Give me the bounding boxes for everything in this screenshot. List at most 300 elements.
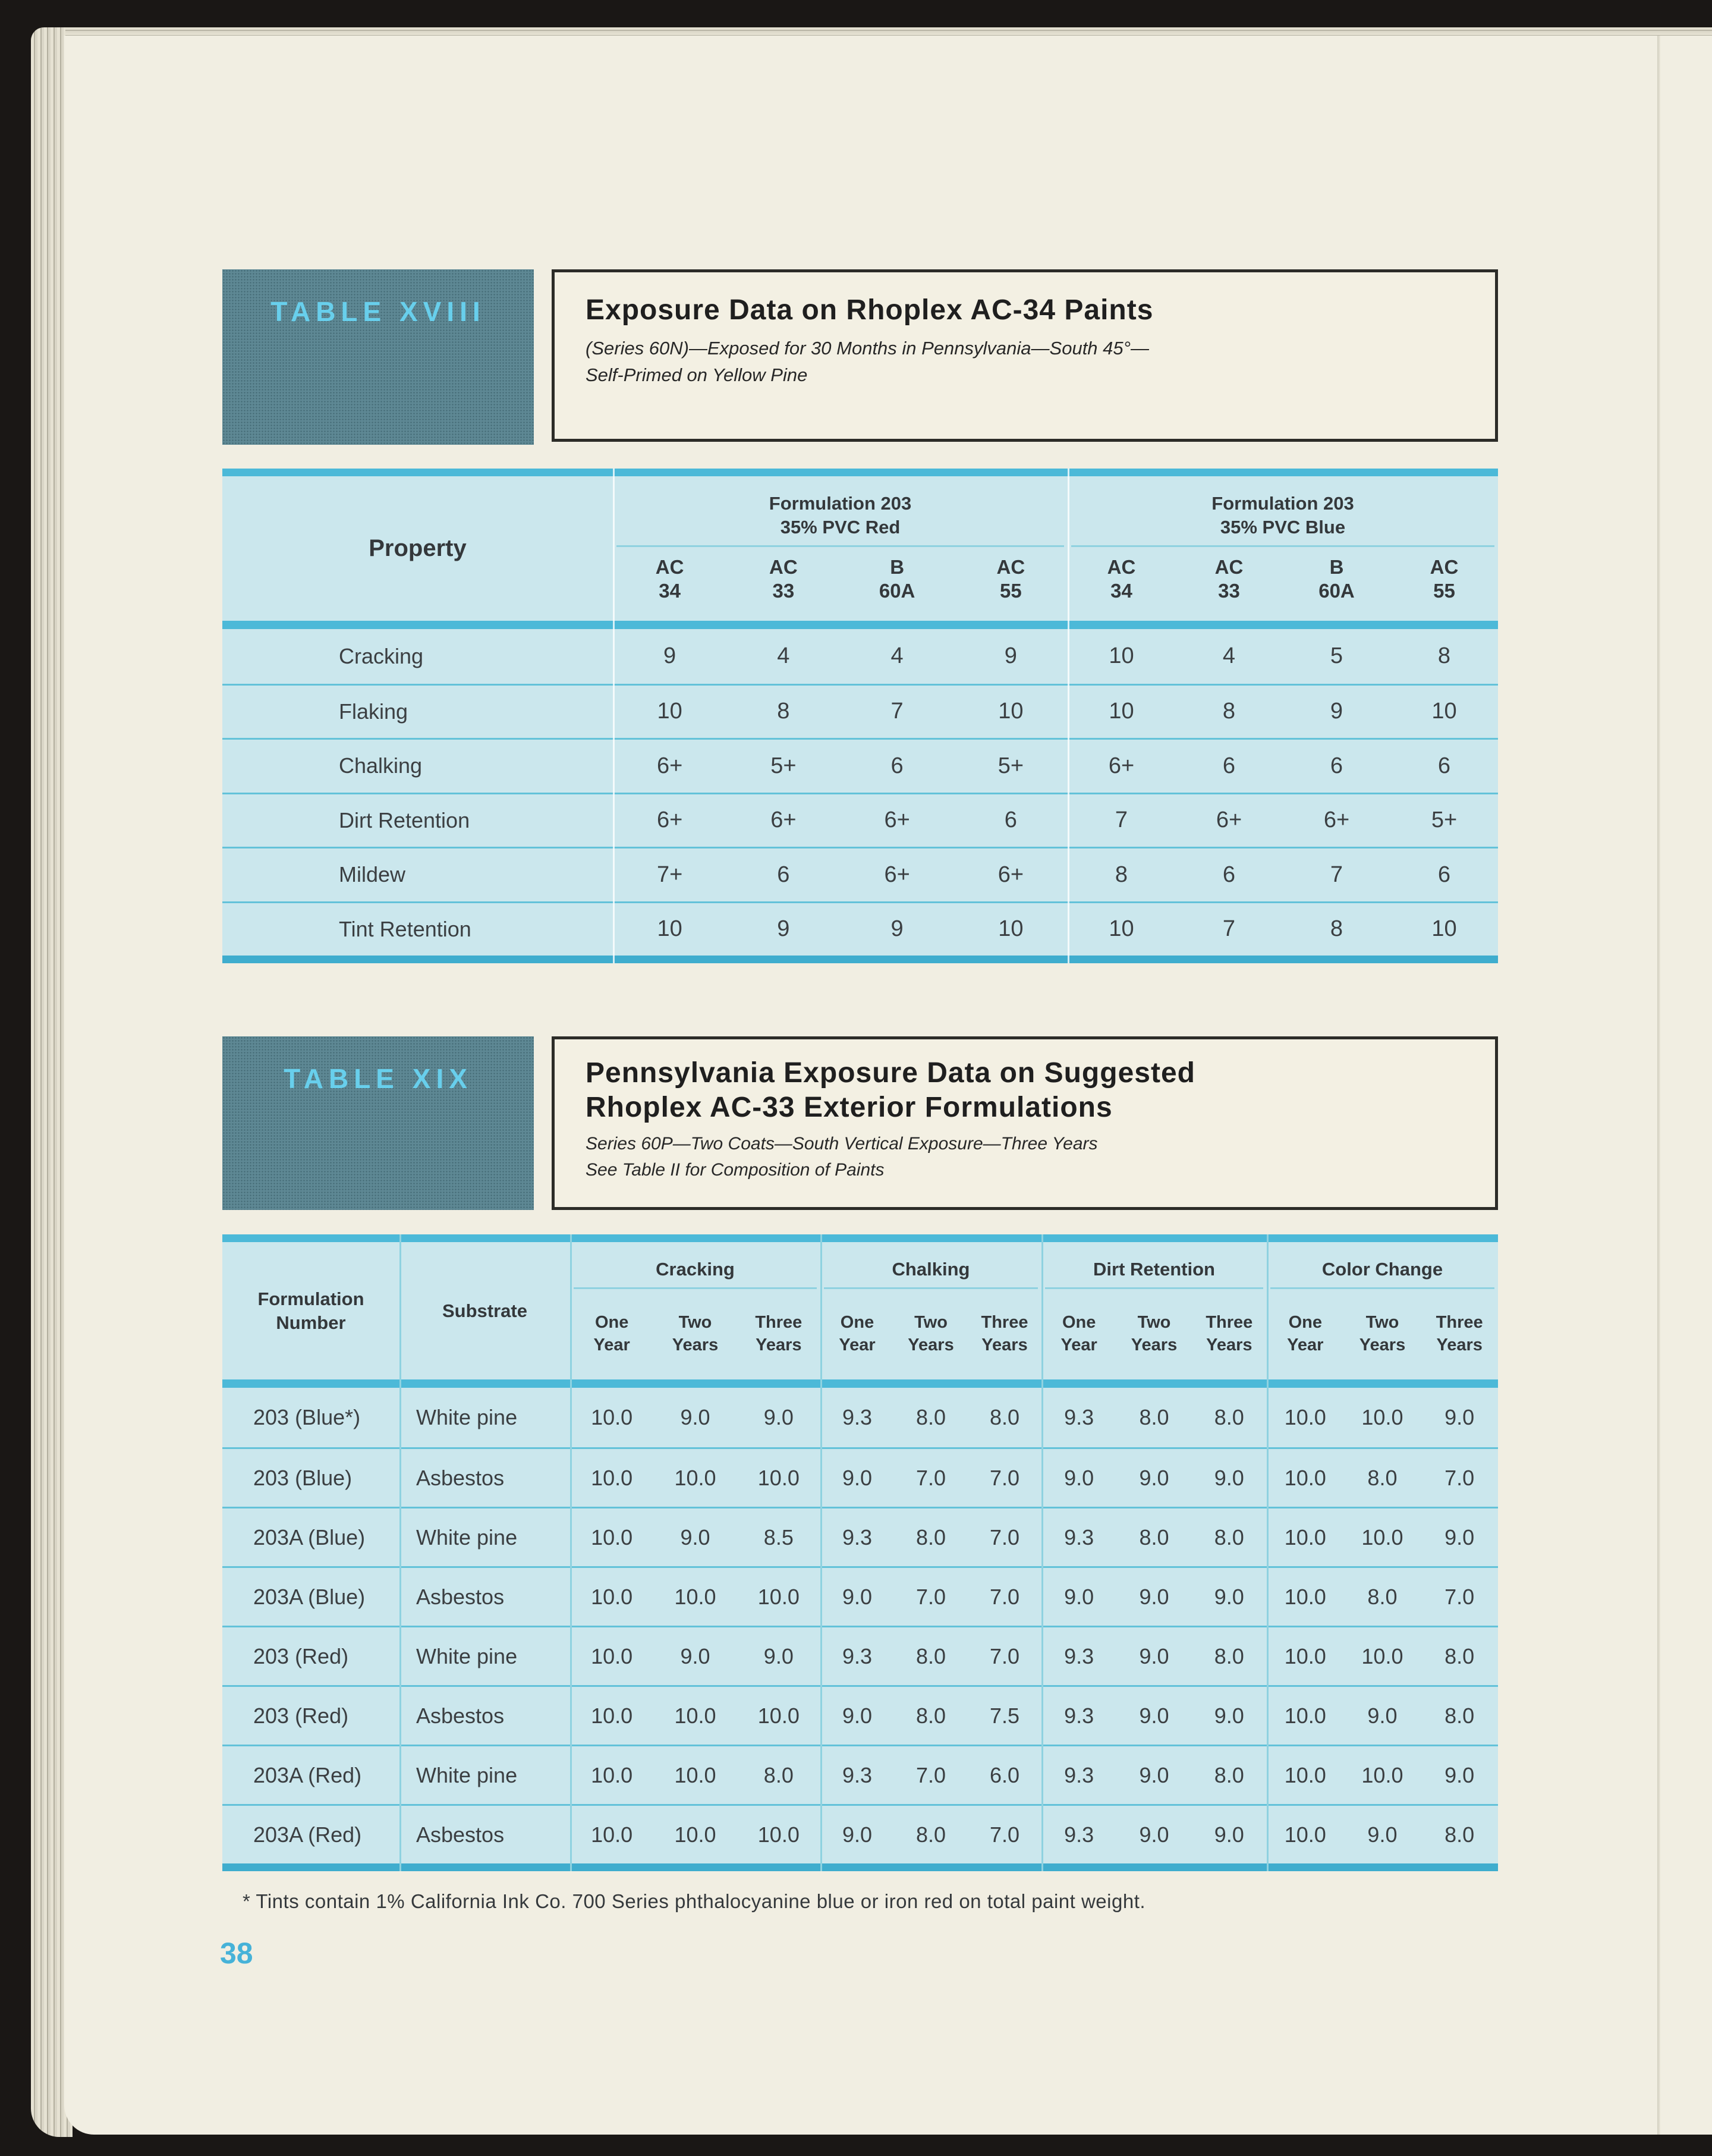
table-cell: 8.0 bbox=[915, 1822, 946, 1847]
group-title: Cracking bbox=[574, 1259, 817, 1289]
table-cell: 10.0 bbox=[1361, 1525, 1403, 1550]
column-separator bbox=[1068, 469, 1069, 963]
table-row bbox=[222, 738, 1498, 793]
table-cell: 10.0 bbox=[757, 1465, 800, 1490]
column-header-line1: Three bbox=[1436, 1313, 1483, 1332]
year-headers bbox=[570, 1289, 820, 1356]
year-headers bbox=[820, 1289, 1041, 1356]
table-cell: 9.3 bbox=[1064, 1643, 1094, 1668]
column-header bbox=[1421, 1311, 1498, 1356]
table-cell: 9.0 bbox=[1214, 1822, 1244, 1847]
table-cell: 9.3 bbox=[1064, 1822, 1094, 1847]
column-header bbox=[653, 1311, 737, 1356]
column-header-line1: AC bbox=[996, 556, 1025, 578]
table-xviii-title-box bbox=[552, 269, 1498, 442]
table-cell: 10.0 bbox=[674, 1465, 716, 1490]
table-divider-band bbox=[222, 1379, 1498, 1388]
column-header bbox=[613, 555, 726, 603]
row-label: Chalking bbox=[339, 753, 423, 778]
formulation-cell: 203 (Blue*) bbox=[253, 1405, 361, 1429]
table-cell: 8.0 bbox=[1139, 1525, 1169, 1550]
table-cell: 9.0 bbox=[1444, 1762, 1475, 1787]
column-header-line1: B bbox=[1329, 556, 1344, 578]
table-xix-title-line1: Pennsylvania Exposure Data on Suggested bbox=[586, 1057, 1195, 1089]
column-header bbox=[1175, 555, 1283, 603]
table-cell: 10.0 bbox=[591, 1465, 633, 1490]
table-row bbox=[222, 1626, 1498, 1685]
table-cell: 9 bbox=[890, 916, 904, 942]
column-header-line2: Years bbox=[908, 1335, 954, 1354]
year-headers bbox=[1041, 1289, 1267, 1356]
table-body bbox=[222, 629, 1498, 956]
column-header-line2: Years bbox=[672, 1335, 719, 1354]
table-xix-title bbox=[586, 1056, 1495, 1125]
table-cell: 10.0 bbox=[757, 1584, 800, 1609]
table-cell: 9.0 bbox=[1139, 1822, 1169, 1847]
table-cell: 9.0 bbox=[680, 1405, 710, 1429]
formulation-header-line2: Number bbox=[276, 1312, 346, 1333]
table-cell: 7.0 bbox=[989, 1584, 1019, 1609]
table-cell: 10.0 bbox=[591, 1703, 633, 1728]
table-top-band bbox=[222, 469, 1498, 476]
page-number: 38 bbox=[220, 1937, 253, 1970]
column-header-line2: Years bbox=[981, 1335, 1028, 1354]
formulation-cell: 203A (Blue) bbox=[253, 1525, 366, 1550]
table-cell: 9.0 bbox=[842, 1465, 872, 1490]
table-cell: 9.3 bbox=[842, 1643, 872, 1668]
substrate-cell: White pine bbox=[416, 1405, 518, 1429]
table-cell: 10.0 bbox=[1284, 1405, 1326, 1429]
column-header-line1: Two bbox=[1137, 1313, 1171, 1332]
table-cell: 9 bbox=[777, 916, 790, 942]
column-header-line1: B bbox=[890, 556, 905, 578]
table-cell: 10 bbox=[1109, 643, 1134, 669]
table-cell: 8 bbox=[1437, 643, 1451, 669]
table-cell: 6+ bbox=[656, 807, 683, 833]
table-xviii-subtitle-line1: (Series 60N)—Exposed for 30 Months in Pennsylvania—South 45°— bbox=[586, 338, 1150, 359]
table-cell: 9.0 bbox=[1139, 1643, 1169, 1668]
table-row bbox=[222, 1685, 1498, 1745]
column-header-line1: Three bbox=[1206, 1313, 1253, 1332]
table-cell: 10.0 bbox=[757, 1703, 800, 1728]
table-cell: 8 bbox=[1330, 916, 1343, 942]
table-xviii-subtitle bbox=[586, 335, 1495, 388]
table-xix-tag-label: TABLE XIX bbox=[284, 1063, 473, 1094]
table-cell: 10.0 bbox=[591, 1584, 633, 1609]
table-cell: 7 bbox=[890, 699, 904, 724]
table-xviii-tag-block bbox=[222, 269, 534, 445]
table-cell: 6+ bbox=[770, 807, 797, 833]
year-headers bbox=[1267, 1289, 1498, 1356]
table-cell: 9.0 bbox=[842, 1584, 872, 1609]
table-cell: 10.0 bbox=[1284, 1703, 1326, 1728]
table-cell: 10.0 bbox=[591, 1525, 633, 1550]
column-header-line2: 34 bbox=[1110, 580, 1132, 602]
column-header-line2: Years bbox=[1359, 1335, 1406, 1354]
table-cell: 10 bbox=[657, 916, 682, 942]
table-cell: 7.0 bbox=[1444, 1584, 1475, 1609]
table-cell: 10.0 bbox=[674, 1584, 716, 1609]
table-cell: 9.0 bbox=[1367, 1822, 1398, 1847]
table-cell: 8.0 bbox=[989, 1405, 1019, 1429]
table-cell: 7.0 bbox=[915, 1465, 946, 1490]
table-cell: 6 bbox=[1330, 753, 1343, 778]
column-separator bbox=[1041, 1234, 1043, 1871]
table-cell: 7 bbox=[1115, 807, 1128, 833]
table-cell: 7+ bbox=[656, 862, 683, 887]
table-cell: 10 bbox=[1109, 916, 1134, 942]
table-body bbox=[222, 1388, 1498, 1863]
table-cell: 10.0 bbox=[757, 1822, 800, 1847]
table-cell: 9 bbox=[663, 643, 676, 669]
table-cell: 8.0 bbox=[1214, 1525, 1244, 1550]
table-cell: 10.0 bbox=[674, 1822, 716, 1847]
table-cell: 10.0 bbox=[1361, 1405, 1403, 1429]
table-cell: 8.0 bbox=[915, 1643, 946, 1668]
row-label: Mildew bbox=[339, 862, 406, 887]
table-cell: 6 bbox=[777, 862, 790, 887]
formulation-cell: 203A (Red) bbox=[253, 1762, 362, 1787]
exposure-data-table bbox=[222, 469, 1498, 963]
column-header-line1: One bbox=[594, 1313, 629, 1332]
column-header bbox=[726, 555, 840, 603]
table-cell: 6 bbox=[890, 753, 904, 778]
table-row bbox=[222, 793, 1498, 847]
table-cell: 9.0 bbox=[1214, 1703, 1244, 1728]
column-header-line2: Years bbox=[756, 1335, 802, 1354]
table-cell: 7.0 bbox=[989, 1465, 1019, 1490]
column-header-line1: AC bbox=[655, 556, 684, 578]
formulation-number-header bbox=[222, 1242, 399, 1379]
table-cell: 10.0 bbox=[1284, 1465, 1326, 1490]
table-cell: 10 bbox=[657, 699, 682, 724]
table-cell: 10.0 bbox=[1284, 1762, 1326, 1787]
column-header-line2: Year bbox=[593, 1335, 630, 1354]
column-separator bbox=[570, 1234, 572, 1871]
column-header-line2: 33 bbox=[1218, 580, 1240, 602]
table-cell: 8 bbox=[1222, 699, 1236, 724]
tints-footnote: * Tints contain 1% California Ink Co. 700 Series phthalocyanine blue or iron red on total paint weight. bbox=[243, 1890, 1146, 1912]
table-cell: 7 bbox=[1222, 916, 1236, 942]
table-cell: 9.0 bbox=[1214, 1465, 1244, 1490]
substrate-cell: Asbestos bbox=[416, 1703, 505, 1728]
table-row bbox=[222, 684, 1498, 738]
table-cell: 10.0 bbox=[1284, 1525, 1326, 1550]
table-cell: 9.0 bbox=[1139, 1465, 1169, 1490]
table-cell: 9.0 bbox=[842, 1703, 872, 1728]
table-cell: 7 bbox=[1330, 862, 1343, 887]
column-header-line2: 60A bbox=[1318, 580, 1355, 602]
column-separator bbox=[1267, 1234, 1269, 1871]
table-row bbox=[222, 1507, 1498, 1566]
subcolumn-headers bbox=[613, 547, 1068, 603]
table-xviii-tag-label: TABLE XVIII bbox=[270, 296, 486, 327]
formulation-cell: 203A (Blue) bbox=[253, 1584, 366, 1609]
table-header bbox=[222, 476, 1498, 621]
table-xviii-subtitle-line2: Self-Primed on Yellow Pine bbox=[586, 364, 808, 385]
column-header-line1: One bbox=[1062, 1313, 1096, 1332]
table-cell: 6 bbox=[1437, 753, 1451, 778]
column-header-line1: AC bbox=[1214, 556, 1244, 578]
column-group-chalking bbox=[820, 1242, 1041, 1379]
column-header-line2: Year bbox=[1287, 1335, 1324, 1354]
pennsylvania-exposure-table bbox=[222, 1234, 1498, 1871]
table-cell: 8.0 bbox=[1139, 1405, 1169, 1429]
column-header-line1: Two bbox=[1365, 1313, 1399, 1332]
column-group-blue bbox=[1068, 476, 1498, 621]
table-cell: 9.0 bbox=[1139, 1762, 1169, 1787]
formulation-cell: 203 (Blue) bbox=[253, 1465, 353, 1490]
table-cell: 8 bbox=[1115, 862, 1128, 887]
column-header-line1: AC bbox=[1107, 556, 1136, 578]
column-header-line2: Year bbox=[1060, 1335, 1097, 1354]
table-row bbox=[222, 1566, 1498, 1626]
group-title-line2: 35% PVC Blue bbox=[1220, 517, 1346, 538]
table-top-band bbox=[222, 1234, 1498, 1242]
table-cell: 10 bbox=[998, 699, 1024, 724]
table-xix-title-box bbox=[552, 1036, 1498, 1210]
table-cell: 9.0 bbox=[842, 1822, 872, 1847]
substrate-cell: White pine bbox=[416, 1643, 518, 1668]
table-cell: 6 bbox=[1222, 753, 1236, 778]
table-row bbox=[222, 1447, 1498, 1507]
column-separator bbox=[820, 1234, 822, 1871]
table-cell: 9.0 bbox=[1444, 1405, 1475, 1429]
column-separator bbox=[399, 1234, 401, 1871]
table-cell: 8.0 bbox=[1214, 1762, 1244, 1787]
table-xix-subtitle-line2: See Table II for Composition of Paints bbox=[586, 1160, 885, 1180]
table-cell: 7.0 bbox=[989, 1822, 1019, 1847]
column-header bbox=[1390, 555, 1498, 603]
column-header-line2: Year bbox=[839, 1335, 876, 1354]
column-header bbox=[1267, 1311, 1344, 1356]
column-header bbox=[954, 555, 1068, 603]
formulation-cell: 203 (Red) bbox=[253, 1643, 349, 1668]
table-xix-title-line2: Rhoplex AC-33 Exterior Formulations bbox=[586, 1092, 1113, 1123]
table-cell: 6 bbox=[1222, 862, 1236, 887]
table-cell: 4 bbox=[890, 643, 904, 669]
column-header-line1: Three bbox=[981, 1313, 1028, 1332]
column-header bbox=[968, 1311, 1041, 1356]
group-title: Color Change bbox=[1270, 1259, 1494, 1289]
table-cell: 6 bbox=[1437, 862, 1451, 887]
table-cell: 9.3 bbox=[1064, 1525, 1094, 1550]
table-row bbox=[222, 1388, 1498, 1447]
table-cell: 9.0 bbox=[1064, 1465, 1094, 1490]
row-label: Flaking bbox=[339, 699, 408, 724]
group-title-line1: Formulation 203 bbox=[769, 493, 912, 514]
table-cell: 9.0 bbox=[680, 1643, 710, 1668]
table-cell: 6+ bbox=[656, 753, 683, 778]
column-header bbox=[1344, 1311, 1421, 1356]
table-cell: 5 bbox=[1330, 643, 1343, 669]
table-cell: 9.3 bbox=[1064, 1762, 1094, 1787]
table-cell: 8.0 bbox=[915, 1703, 946, 1728]
table-cell: 10.0 bbox=[591, 1822, 633, 1847]
column-header bbox=[570, 1311, 653, 1356]
table-cell: 9.3 bbox=[1064, 1405, 1094, 1429]
table-cell: 6+ bbox=[1323, 807, 1350, 833]
column-header-line2: 55 bbox=[1433, 580, 1455, 602]
table-cell: 8.5 bbox=[763, 1525, 794, 1550]
column-header-line2: Years bbox=[1131, 1335, 1178, 1354]
table-cell: 10.0 bbox=[1361, 1643, 1403, 1668]
column-header-line2: Years bbox=[1436, 1335, 1483, 1354]
table-cell: 5+ bbox=[997, 753, 1024, 778]
column-header-line1: Three bbox=[755, 1313, 802, 1332]
table-cell: 9 bbox=[1004, 643, 1017, 669]
table-xix-tag-block bbox=[222, 1036, 534, 1210]
table-cell: 8.0 bbox=[763, 1762, 794, 1787]
table-cell: 7.0 bbox=[915, 1584, 946, 1609]
column-header-line1: One bbox=[840, 1313, 874, 1332]
substrate-cell: Asbestos bbox=[416, 1584, 505, 1609]
table-cell: 9.0 bbox=[1214, 1584, 1244, 1609]
table-cell: 10 bbox=[1431, 916, 1457, 942]
group-title-line2: 35% PVC Red bbox=[780, 517, 901, 538]
table-cell: 6+ bbox=[884, 862, 910, 887]
table-cell: 10 bbox=[1431, 699, 1457, 724]
column-header bbox=[1192, 1311, 1267, 1356]
column-header-line1: One bbox=[1288, 1313, 1323, 1332]
table-xix-subtitle-line1: Series 60P—Two Coats—South Vertical Exposure—Three Years bbox=[586, 1134, 1098, 1154]
table-row bbox=[222, 1745, 1498, 1804]
table-cell: 10.0 bbox=[1361, 1762, 1403, 1787]
column-group-red bbox=[613, 476, 1068, 621]
table-cell: 7.0 bbox=[989, 1525, 1019, 1550]
column-header bbox=[1116, 1311, 1191, 1356]
table-row bbox=[222, 629, 1498, 684]
column-header-line2: Years bbox=[1206, 1335, 1252, 1354]
table-cell: 7.0 bbox=[989, 1643, 1019, 1668]
table-cell: 4 bbox=[1222, 643, 1236, 669]
table-cell: 8.0 bbox=[1444, 1822, 1475, 1847]
row-label: Tint Retention bbox=[339, 916, 471, 941]
page-crease bbox=[1657, 36, 1660, 2135]
table-cell: 7.0 bbox=[915, 1762, 946, 1787]
table-cell: 10.0 bbox=[1284, 1584, 1326, 1609]
table-cell: 10 bbox=[1109, 699, 1134, 724]
table-cell: 9 bbox=[1330, 699, 1343, 724]
table-cell: 10.0 bbox=[591, 1762, 633, 1787]
property-column-header: Property bbox=[369, 535, 467, 561]
column-header-line2: 33 bbox=[772, 580, 795, 602]
column-header-line1: AC bbox=[1430, 556, 1459, 578]
table-cell: 10.0 bbox=[591, 1643, 633, 1668]
table-cell: 9.3 bbox=[842, 1762, 872, 1787]
table-cell: 5+ bbox=[1431, 807, 1458, 833]
column-group-cracking bbox=[570, 1242, 820, 1379]
table-cell: 8.0 bbox=[1367, 1584, 1398, 1609]
formulation-cell: 203A (Red) bbox=[253, 1822, 362, 1847]
group-title-red bbox=[616, 492, 1064, 547]
table-row bbox=[222, 901, 1498, 956]
column-header bbox=[1041, 1311, 1116, 1356]
table-cell: 8.0 bbox=[915, 1525, 946, 1550]
table-cell: 6+ bbox=[884, 807, 910, 833]
table-cell: 9.0 bbox=[1064, 1584, 1094, 1609]
column-header bbox=[1283, 555, 1390, 603]
table-cell: 8.0 bbox=[1444, 1703, 1475, 1728]
table-cell: 8.0 bbox=[915, 1405, 946, 1429]
substrate-cell: Asbestos bbox=[416, 1822, 505, 1847]
table-header bbox=[222, 1242, 1498, 1379]
table-cell: 9.0 bbox=[680, 1525, 710, 1550]
table-cell: 8.0 bbox=[1444, 1643, 1475, 1668]
row-label: Dirt Retention bbox=[339, 807, 470, 832]
table-cell: 10 bbox=[998, 916, 1024, 942]
table-cell: 5+ bbox=[770, 753, 797, 778]
table-cell: 9.3 bbox=[842, 1525, 872, 1550]
table-cell: 9.0 bbox=[1367, 1703, 1398, 1728]
table-cell: 10.0 bbox=[674, 1703, 716, 1728]
column-header bbox=[1068, 555, 1175, 603]
group-title-blue bbox=[1071, 492, 1494, 547]
column-header-line2: 60A bbox=[879, 580, 915, 602]
column-header-line1: Two bbox=[914, 1313, 948, 1332]
table-cell: 7.5 bbox=[989, 1703, 1019, 1728]
group-title-line1: Formulation 203 bbox=[1211, 493, 1354, 514]
table-cell: 9.0 bbox=[763, 1643, 794, 1668]
table-cell: 6.0 bbox=[989, 1762, 1019, 1787]
table-cell: 9.0 bbox=[1139, 1584, 1169, 1609]
column-header bbox=[737, 1311, 820, 1356]
row-label: Cracking bbox=[339, 643, 424, 668]
column-separator bbox=[613, 469, 615, 963]
table-cell: 8.0 bbox=[1367, 1465, 1398, 1490]
column-header-line1: Two bbox=[678, 1313, 712, 1332]
table-cell: 10.0 bbox=[674, 1762, 716, 1787]
table-row bbox=[222, 1804, 1498, 1863]
formulation-cell: 203 (Red) bbox=[253, 1703, 349, 1728]
subcolumn-headers bbox=[1068, 547, 1498, 603]
table-xix-subtitle bbox=[586, 1131, 1495, 1183]
table-row bbox=[222, 847, 1498, 901]
table-cell: 6+ bbox=[997, 862, 1024, 887]
table-cell: 9.3 bbox=[842, 1405, 872, 1429]
column-header bbox=[841, 555, 954, 603]
substrate-cell: White pine bbox=[416, 1525, 518, 1550]
table-cell: 8 bbox=[777, 699, 790, 724]
group-title: Dirt Retention bbox=[1045, 1259, 1263, 1289]
table-bottom-band bbox=[222, 956, 1498, 963]
table-cell: 7.0 bbox=[1444, 1465, 1475, 1490]
substrate-cell: White pine bbox=[416, 1762, 518, 1787]
table-cell: 8.0 bbox=[1214, 1405, 1244, 1429]
table-cell: 10.0 bbox=[591, 1405, 633, 1429]
table-divider-band bbox=[222, 621, 1498, 629]
formulation-header-line1: Formulation bbox=[257, 1288, 364, 1309]
table-cell: 9.0 bbox=[1444, 1525, 1475, 1550]
table-cell: 6+ bbox=[1216, 807, 1242, 833]
table-cell: 9.3 bbox=[1064, 1703, 1094, 1728]
column-header-line1: AC bbox=[769, 556, 798, 578]
table-cell: 6+ bbox=[1108, 753, 1135, 778]
group-title: Chalking bbox=[824, 1259, 1038, 1289]
table-cell: 10.0 bbox=[1284, 1822, 1326, 1847]
table-cell: 4 bbox=[777, 643, 790, 669]
column-header-line2: 55 bbox=[1000, 580, 1022, 602]
table-cell: 9.0 bbox=[1139, 1703, 1169, 1728]
substrate-header: Substrate bbox=[442, 1300, 527, 1321]
column-header bbox=[894, 1311, 968, 1356]
table-cell: 9.0 bbox=[763, 1405, 794, 1429]
column-header-line2: 34 bbox=[659, 580, 681, 602]
substrate-cell: Asbestos bbox=[416, 1465, 505, 1490]
column-header bbox=[820, 1311, 894, 1356]
column-group-color-change bbox=[1267, 1242, 1498, 1379]
column-group-dirt-retention bbox=[1041, 1242, 1267, 1379]
